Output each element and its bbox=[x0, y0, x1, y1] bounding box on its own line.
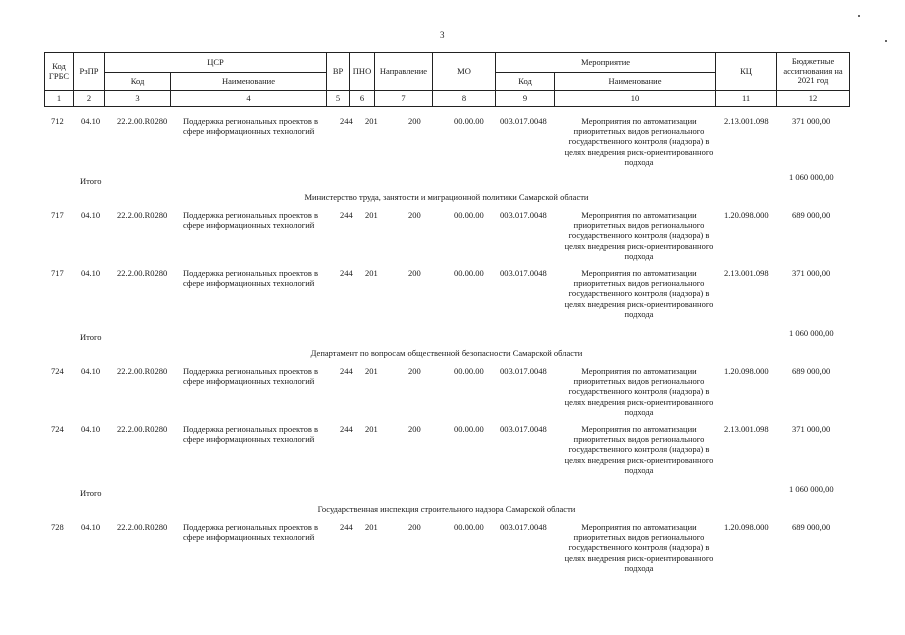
header-col-num: 4 bbox=[171, 91, 327, 107]
cell-name: Поддержка региональных проектов в сфере информационных технологий bbox=[183, 522, 318, 543]
cell-sum: 689 000,00 bbox=[792, 210, 831, 220]
header-col-num: 8 bbox=[433, 91, 496, 107]
cell-csr: 22.2.00.R0280 bbox=[117, 424, 168, 434]
cell-rzpr: 04.10 bbox=[81, 366, 101, 376]
cell-sum: 371 000,00 bbox=[792, 268, 831, 278]
table-header bbox=[44, 52, 850, 107]
total-sum: 1 060 000,00 bbox=[789, 484, 834, 494]
cell-pno: 201 bbox=[365, 522, 378, 532]
header-mer-name: Наименование bbox=[555, 73, 716, 91]
cell-rzpr: 04.10 bbox=[81, 116, 101, 126]
section-title: Государственная инспекция строительного надзора Самарской области bbox=[317, 504, 576, 514]
cell-name: Поддержка региональных проектов в сфере информационных технологий bbox=[183, 366, 318, 387]
header-col-num: 11 bbox=[716, 91, 777, 107]
cell-grbs: 724 bbox=[51, 366, 64, 376]
header-col-num: 3 bbox=[105, 91, 171, 107]
cell-napr: 200 bbox=[408, 522, 421, 532]
cell-name: Поддержка региональных проектов в сфере информационных технологий bbox=[183, 210, 318, 231]
cell-napr: 200 bbox=[408, 366, 421, 376]
cell-grbs: 724 bbox=[51, 424, 64, 434]
cell-csr: 22.2.00.R0280 bbox=[117, 522, 168, 532]
header-col-num: 10 bbox=[555, 91, 716, 107]
cell-mname: Мероприятия по автоматизации приоритетных видов регионального государственного контроля (надзора) в целях внедрения риск-ориентированного подхода bbox=[564, 210, 714, 261]
header-col-num: 5 bbox=[327, 91, 350, 107]
cell-grbs: 712 bbox=[51, 116, 64, 126]
cell-mo: 00.00.00 bbox=[454, 366, 484, 376]
cell-name: Поддержка региональных проектов в сфере информационных технологий bbox=[183, 268, 318, 289]
header-csr-name: Наименование bbox=[171, 73, 327, 91]
cell-grbs: 728 bbox=[51, 522, 64, 532]
cell-pno: 201 bbox=[365, 210, 378, 220]
cell-mkod: 003.017.0048 bbox=[500, 366, 547, 376]
cell-mname: Мероприятия по автоматизации приоритетных видов регионального государственного контроля (надзора) в целях внедрения риск-ориентированного подхода bbox=[564, 424, 714, 475]
cell-csr: 22.2.00.R0280 bbox=[117, 268, 168, 278]
cell-napr: 200 bbox=[408, 116, 421, 126]
cell-csr: 22.2.00.R0280 bbox=[117, 210, 168, 220]
cell-napr: 200 bbox=[408, 424, 421, 434]
page-number: 3 bbox=[440, 30, 445, 40]
cell-grbs: 717 bbox=[51, 268, 64, 278]
header-mo: МО bbox=[433, 53, 496, 91]
header-meropriyatie: Мероприятие bbox=[496, 53, 716, 73]
cell-mo: 00.00.00 bbox=[454, 424, 484, 434]
cell-rzpr: 04.10 bbox=[81, 424, 101, 434]
cell-mname: Мероприятия по автоматизации приоритетных видов регионального государственного контроля (надзора) в целях внедрения риск-ориентированного подхода bbox=[564, 366, 714, 417]
header-rzpr: РзПР bbox=[74, 53, 105, 91]
cell-mo: 00.00.00 bbox=[454, 268, 484, 278]
header-vr: ВР bbox=[327, 53, 350, 91]
cell-sum: 371 000,00 bbox=[792, 116, 831, 126]
cell-mkod: 003.017.0048 bbox=[500, 424, 547, 434]
cell-sum: 371 000,00 bbox=[792, 424, 831, 434]
cell-csr: 22.2.00.R0280 bbox=[117, 116, 168, 126]
total-label: Итого bbox=[80, 332, 102, 342]
header-col-num: 12 bbox=[777, 91, 850, 107]
cell-pno: 201 bbox=[365, 268, 378, 278]
cell-vr: 244 bbox=[340, 366, 353, 376]
cell-pno: 201 bbox=[365, 424, 378, 434]
scan-speck bbox=[858, 15, 860, 17]
cell-mname: Мероприятия по автоматизации приоритетных видов регионального государственного контроля (надзора) в целях внедрения риск-ориентированного подхода bbox=[564, 116, 714, 167]
total-sum: 1 060 000,00 bbox=[789, 328, 834, 338]
total-sum: 1 060 000,00 bbox=[789, 172, 834, 182]
header-budget: Бюджетные ассигнования на 2021 год bbox=[777, 53, 850, 91]
cell-pno: 201 bbox=[365, 116, 378, 126]
header-csr: ЦСР bbox=[105, 53, 327, 73]
cell-csr: 22.2.00.R0280 bbox=[117, 366, 168, 376]
cell-rzpr: 04.10 bbox=[81, 268, 101, 278]
cell-kc: 2.13.001.098 bbox=[724, 268, 769, 278]
cell-mkod: 003.017.0048 bbox=[500, 210, 547, 220]
cell-vr: 244 bbox=[340, 268, 353, 278]
cell-mkod: 003.017.0048 bbox=[500, 116, 547, 126]
total-label: Итого bbox=[80, 488, 102, 498]
header-col-num: 7 bbox=[375, 91, 433, 107]
header-col-num: 2 bbox=[74, 91, 105, 107]
cell-sum: 689 000,00 bbox=[792, 366, 831, 376]
cell-mo: 00.00.00 bbox=[454, 522, 484, 532]
cell-vr: 244 bbox=[340, 522, 353, 532]
cell-sum: 689 000,00 bbox=[792, 522, 831, 532]
section-title: Департамент по вопросам общественной безопасности Самарской области bbox=[310, 348, 583, 358]
header-mer-kod: Код bbox=[496, 73, 555, 91]
cell-kc: 1.20.098.000 bbox=[724, 210, 769, 220]
cell-vr: 244 bbox=[340, 210, 353, 220]
cell-vr: 244 bbox=[340, 116, 353, 126]
header-pno: ПНО bbox=[350, 53, 375, 91]
cell-napr: 200 bbox=[408, 268, 421, 278]
scan-speck bbox=[885, 40, 887, 42]
cell-grbs: 717 bbox=[51, 210, 64, 220]
header-csr-kod: Код bbox=[105, 73, 171, 91]
cell-mkod: 003.017.0048 bbox=[500, 268, 547, 278]
cell-mo: 00.00.00 bbox=[454, 210, 484, 220]
header-napravlenie: Направление bbox=[375, 53, 433, 91]
cell-napr: 200 bbox=[408, 210, 421, 220]
cell-name: Поддержка региональных проектов в сфере информационных технологий bbox=[183, 424, 318, 445]
header-col-num: 6 bbox=[350, 91, 375, 107]
cell-rzpr: 04.10 bbox=[81, 210, 101, 220]
cell-kc: 2.13.001.098 bbox=[724, 116, 769, 126]
cell-mname: Мероприятия по автоматизации приоритетных видов регионального государственного контроля (надзора) в целях внедрения риск-ориентированного подхода bbox=[564, 268, 714, 319]
cell-mkod: 003.017.0048 bbox=[500, 522, 547, 532]
cell-vr: 244 bbox=[340, 424, 353, 434]
header-col-num: 9 bbox=[496, 91, 555, 107]
header-kod-grbs: Код ГРБС bbox=[45, 53, 74, 91]
cell-pno: 201 bbox=[365, 366, 378, 376]
cell-kc: 1.20.098.000 bbox=[724, 366, 769, 376]
cell-mo: 00.00.00 bbox=[454, 116, 484, 126]
cell-kc: 2.13.001.098 bbox=[724, 424, 769, 434]
header-col-num: 1 bbox=[45, 91, 74, 107]
cell-name: Поддержка региональных проектов в сфере информационных технологий bbox=[183, 116, 318, 137]
cell-rzpr: 04.10 bbox=[81, 522, 101, 532]
cell-kc: 1.20.098.000 bbox=[724, 522, 769, 532]
header-kc: КЦ bbox=[716, 53, 777, 91]
total-label: Итого bbox=[80, 176, 102, 186]
cell-mname: Мероприятия по автоматизации приоритетных видов регионального государственного контроля (надзора) в целях внедрения риск-ориентированного подхода bbox=[564, 522, 714, 573]
section-title: Министерство труда, занятости и миграционной политики Самарской области bbox=[304, 192, 589, 202]
